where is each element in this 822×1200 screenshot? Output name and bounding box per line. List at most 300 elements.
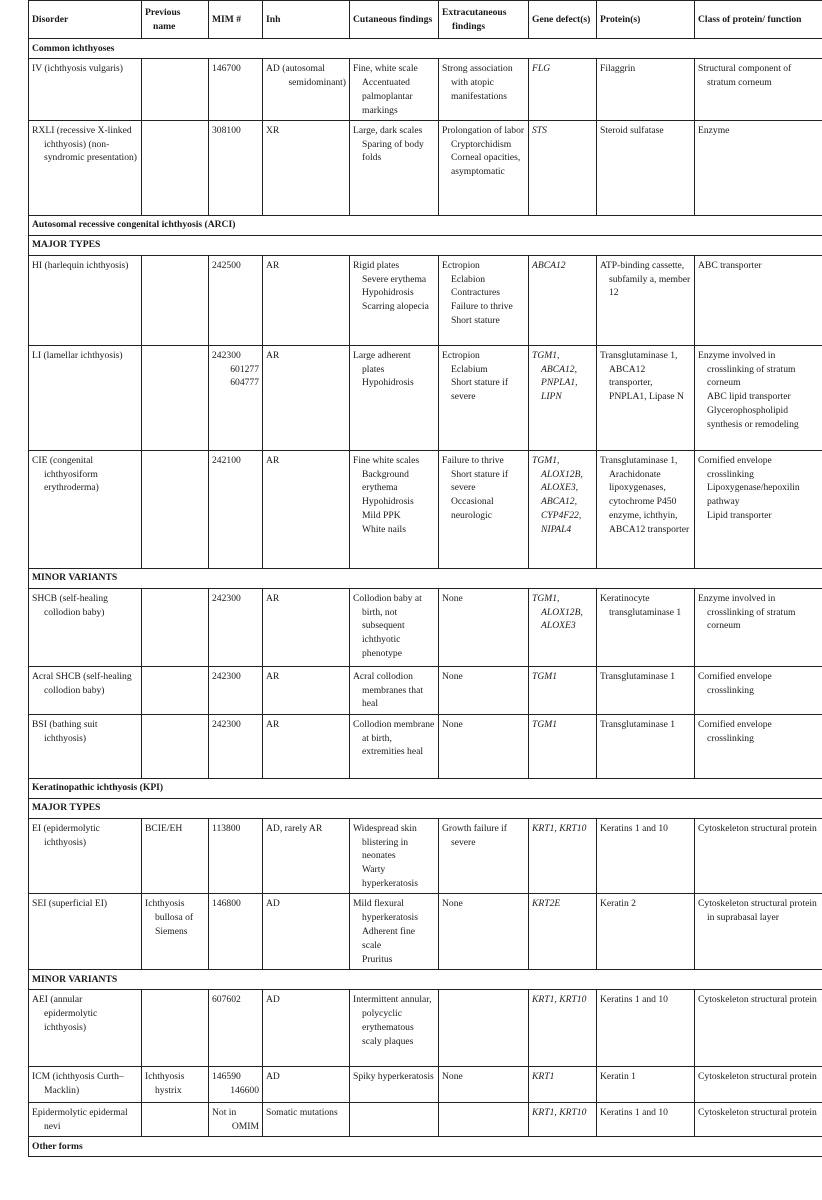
- section-header-kpi: Keratinopathic ichthyosis (KPI): [29, 778, 822, 798]
- inheritance-cell: [263, 1103, 350, 1137]
- cutaneous-findings-line: Widespread skin blistering in neonates: [353, 822, 417, 862]
- disorder-cell: [29, 666, 142, 714]
- mim-line: 146800: [212, 898, 241, 910]
- function-cell: [695, 666, 822, 714]
- mim-line: 113800: [212, 822, 241, 834]
- disorder-cell: [29, 588, 142, 666]
- section-header-arci-minor: MINOR VARIANTS: [29, 568, 822, 588]
- gene-defect-cell: [529, 894, 597, 970]
- disorder-cell: [29, 345, 142, 450]
- previous-name-cell: [142, 1103, 209, 1137]
- disorder-text: LI (lamellar ichthyosis): [32, 349, 123, 361]
- gene-defect-line: KRT1: [532, 1071, 555, 1083]
- protein-line: Transglutaminase 1, ABCA12 transporter, PNPLA1, Lipase N: [600, 349, 684, 403]
- cutaneous-findings-line: Scarring alopecia: [362, 301, 429, 313]
- extracutaneous-findings-cell: [439, 345, 529, 450]
- protein-line: Steroid sulfatase: [600, 124, 664, 136]
- section-header-row: [29, 568, 822, 588]
- function-line: Structural component of stratum corneum: [698, 63, 792, 88]
- header-cutaneous: [350, 1, 439, 39]
- extracutaneous-findings-line: Growth failure if severe: [442, 822, 508, 848]
- disorder-cell: [29, 990, 142, 1067]
- previous-name-cell: [142, 120, 209, 215]
- mim-cell: [209, 345, 263, 450]
- extracutaneous-findings-line: None: [442, 670, 463, 682]
- inheritance-line: AR: [266, 454, 280, 466]
- cutaneous-findings-line: Spiky hyperkeratosis: [353, 1071, 434, 1083]
- protein-line: Keratin 1: [600, 1071, 636, 1083]
- header-extracutaneous-text: Extracutaneous findings: [442, 6, 507, 32]
- disorder-cell: [29, 1067, 142, 1103]
- function-cell: [695, 450, 822, 568]
- previous-name-cell: [142, 714, 209, 778]
- header-cutaneous-text: Cutaneous findings: [353, 13, 433, 25]
- cutaneous-findings-cell: [350, 990, 439, 1067]
- mim-line: 242300: [212, 670, 241, 682]
- gene-defect-cell: [529, 345, 597, 450]
- protein-line: Transglutaminase 1: [600, 670, 676, 682]
- disorder-cell: [29, 714, 142, 778]
- mim-cell: [209, 59, 263, 121]
- gene-defect-line: FLG: [532, 63, 551, 74]
- disorder-text: ICM (ichthyosis Curth–Macklin): [32, 1071, 124, 1097]
- gene-defect-line: KRT1, KRT10: [532, 1107, 587, 1119]
- mim-cell: [209, 1103, 263, 1137]
- mim-cell: [209, 714, 263, 778]
- section-header-arci: Autosomal recessive congenital ichthyosis (ARCI): [29, 215, 822, 235]
- mim-line: 607602: [212, 994, 241, 1006]
- mim-line: 242300: [212, 592, 241, 604]
- cutaneous-findings-line: Collodion membrane at birth, extremities heal: [353, 718, 435, 758]
- gene-defect-line: CYP4F22,: [541, 510, 582, 522]
- gene-defect-line: TGM1,: [532, 349, 560, 361]
- inheritance-line: AR: [266, 592, 280, 604]
- cutaneous-findings-line: Severe erythema: [362, 273, 427, 285]
- inheritance-line: AR: [266, 259, 280, 271]
- extracutaneous-findings-line: Short stature if severe: [451, 377, 509, 403]
- gene-defect-cell: [529, 990, 597, 1067]
- extracutaneous-findings-line: Contractures: [451, 287, 501, 299]
- extracutaneous-findings-line: Eclabium: [451, 363, 488, 375]
- cutaneous-findings-line: Rigid plates: [353, 259, 400, 271]
- cutaneous-findings-cell: [350, 666, 439, 714]
- inheritance-line: XR: [266, 124, 280, 136]
- mim-cell: [209, 255, 263, 345]
- disorder-text: EI (epidermolytic ichthyosis): [32, 822, 100, 848]
- mim-cell: [209, 1067, 263, 1103]
- gene-defect-line: TGM1,: [532, 454, 560, 466]
- cutaneous-findings-line: Large, dark scales: [353, 124, 423, 136]
- table-row: [29, 990, 822, 1067]
- function-cell: [695, 255, 822, 345]
- inheritance-cell: [263, 714, 350, 778]
- function-cell: [695, 120, 822, 215]
- previous-name-cell: [142, 59, 209, 121]
- table-body: [29, 39, 822, 1157]
- protein-cell: [597, 894, 695, 970]
- previous-name-cell: [142, 255, 209, 345]
- gene-defect-line: KRT1, KRT10: [532, 994, 587, 1006]
- cutaneous-findings-line: Warty hyperkeratosis: [362, 864, 418, 890]
- disorder-text: CIE (congenital ichthyosiform erythroderma): [32, 454, 99, 494]
- function-line: ABC transporter: [698, 259, 762, 271]
- mim-line: 308100: [212, 124, 241, 136]
- protein-line: Filaggrin: [600, 63, 636, 74]
- mim-cell: [209, 588, 263, 666]
- gene-defect-cell: [529, 588, 597, 666]
- cutaneous-findings-line: Fine white scales: [353, 454, 420, 466]
- inheritance-cell: [263, 255, 350, 345]
- protein-cell: [597, 255, 695, 345]
- section-header-kpi-minor: MINOR VARIANTS: [29, 970, 822, 990]
- gene-defect-line: ABCA12,: [541, 496, 577, 508]
- protein-cell: [597, 990, 695, 1067]
- extracutaneous-findings-cell: [439, 714, 529, 778]
- section-header-kpi-major: MAJOR TYPES: [29, 798, 822, 818]
- extracutaneous-findings-cell: [439, 894, 529, 970]
- function-cell: [695, 818, 822, 894]
- section-header-row: [29, 1136, 822, 1156]
- mim-line: OMIM: [231, 1121, 259, 1133]
- disorder-text: AEI (annular epidermolytic ichthyosis): [32, 994, 98, 1033]
- extracutaneous-findings-line: None: [442, 1071, 463, 1083]
- inheritance-line: AR: [266, 718, 280, 730]
- table-row: [29, 450, 822, 568]
- gene-defect-line: TGM1,: [532, 592, 560, 604]
- inheritance-line: AD, rarely AR: [266, 822, 323, 834]
- function-line: Lipoxygenase/hepoxilin pathway: [707, 482, 800, 508]
- inheritance-cell: [263, 59, 350, 121]
- extracutaneous-findings-cell: [439, 450, 529, 568]
- gene-defect-cell: [529, 59, 597, 121]
- function-cell: [695, 894, 822, 970]
- ichthyosis-classification-table: [28, 0, 822, 1157]
- function-cell: [695, 588, 822, 666]
- protein-cell: [597, 345, 695, 450]
- gene-defect-line: STS: [532, 124, 547, 136]
- header-disorder: Disorder: [29, 1, 142, 39]
- extracutaneous-findings-cell: [439, 255, 529, 345]
- extracutaneous-findings-cell: [439, 588, 529, 666]
- inheritance-line: AD: [266, 994, 280, 1006]
- disorder-cell: [29, 450, 142, 568]
- previous-name-cell: [142, 1067, 209, 1103]
- mim-line: 146700: [212, 63, 241, 74]
- header-previous-name: [142, 1, 209, 39]
- inheritance-cell: [263, 120, 350, 215]
- cutaneous-findings-cell: [350, 1103, 439, 1137]
- gene-defect-line: ALOXE3,: [541, 482, 579, 494]
- disorder-text: Epidermolytic epidermal nevi: [32, 1107, 128, 1133]
- previous-name-text: Ichthyosis hystrix: [145, 1071, 185, 1097]
- disorder-text: RXLI (recessive X-linked ichthyosis) (non-syndromic presentation): [32, 124, 137, 164]
- disorder-text: BSI (bathing suit ichthyosis): [32, 718, 98, 744]
- disorder-cell: [29, 894, 142, 970]
- extracutaneous-findings-line: Strong association with atopic manifestations: [442, 63, 513, 102]
- gene-defect-line: ABCA12: [532, 259, 566, 271]
- cutaneous-findings-cell: [350, 818, 439, 894]
- extracutaneous-findings-line: None: [442, 592, 463, 604]
- mim-line: 242100: [212, 454, 241, 466]
- mim-cell: [209, 450, 263, 568]
- protein-line: Keratins 1 and 10: [600, 994, 668, 1006]
- disorder-text: IV (ichthyosis vulgaris): [32, 63, 123, 74]
- inheritance-cell: [263, 990, 350, 1067]
- extracutaneous-findings-line: Prolongation of labor: [442, 124, 525, 136]
- function-line: Cornified envelope crosslinking: [698, 454, 772, 480]
- mim-cell: [209, 666, 263, 714]
- previous-name-cell: [142, 894, 209, 970]
- inheritance-cell: [263, 894, 350, 970]
- inheritance-line: AD: [266, 1071, 280, 1083]
- protein-cell: [597, 588, 695, 666]
- gene-defect-cell: [529, 1103, 597, 1137]
- mim-line: 242300: [212, 718, 241, 730]
- disorder-cell: [29, 255, 142, 345]
- section-header-row: [29, 235, 822, 255]
- cutaneous-findings-line: Collodion baby at birth, not subsequent ichthyotic phenotype: [353, 592, 422, 660]
- table-row: [29, 666, 822, 714]
- function-line: Cornified envelope crosslinking: [698, 718, 772, 744]
- table-row: [29, 1103, 822, 1137]
- protein-cell: [597, 1103, 695, 1137]
- header-mim: MIM #: [209, 1, 263, 39]
- function-cell: [695, 990, 822, 1067]
- extracutaneous-findings-line: Failure to thrive: [451, 301, 513, 313]
- previous-name-cell: [142, 588, 209, 666]
- function-cell: [695, 714, 822, 778]
- section-header-row: [29, 39, 822, 59]
- disorder-cell: [29, 59, 142, 121]
- gene-defect-line: LIPN: [541, 391, 562, 403]
- header-function: Class of protein/ function: [695, 1, 822, 39]
- header-gene: [529, 1, 597, 39]
- section-header-row: [29, 778, 822, 798]
- extracutaneous-findings-cell: [439, 120, 529, 215]
- protein-cell: [597, 450, 695, 568]
- extracutaneous-findings-line: Eclabion: [451, 273, 486, 285]
- function-line: Cytoskeleton structural protein: [698, 1071, 817, 1083]
- function-line: Cytoskeleton structural protein: [698, 1107, 817, 1119]
- section-header-arci-major: MAJOR TYPES: [29, 235, 822, 255]
- function-line: Cornified envelope crosslinking: [698, 670, 772, 696]
- protein-line: Transglutaminase 1: [600, 718, 676, 730]
- cutaneous-findings-cell: [350, 894, 439, 970]
- mim-line: 242300: [212, 349, 241, 361]
- extracutaneous-findings-line: Failure to thrive: [442, 454, 504, 466]
- inheritance-line: AD (autosomal: [266, 63, 325, 74]
- disorder-text: Acral SHCB (self-healing collodion baby): [32, 670, 132, 696]
- gene-defect-line: TGM1: [532, 670, 558, 682]
- protein-cell: [597, 1067, 695, 1103]
- cutaneous-findings-line: Acral collodion membranes that heal: [353, 670, 424, 710]
- mim-cell: [209, 818, 263, 894]
- header-protein: Protein(s): [597, 1, 695, 39]
- function-cell: [695, 345, 822, 450]
- disorder-cell: [29, 818, 142, 894]
- previous-name-cell: [142, 666, 209, 714]
- disorder-cell: [29, 120, 142, 215]
- table-row: [29, 894, 822, 970]
- disorder-text: SEI (superficial EI): [32, 898, 108, 910]
- previous-name-cell: [142, 818, 209, 894]
- inheritance-cell: [263, 345, 350, 450]
- table-row: [29, 59, 822, 121]
- function-line: ABC lipid transporter: [707, 391, 791, 403]
- mim-line: Not in: [212, 1107, 237, 1119]
- gene-defect-line: ALOX12B,: [541, 468, 583, 480]
- previous-name-cell: [142, 990, 209, 1067]
- function-line: Glycerophospholipid synthesis or remodeling: [707, 405, 799, 431]
- protein-cell: [597, 120, 695, 215]
- protein-cell: [597, 818, 695, 894]
- extracutaneous-findings-line: Corneal opacities, asymptomatic: [451, 152, 521, 178]
- gene-defect-line: KRT1, KRT10: [532, 822, 587, 834]
- table-row: [29, 120, 822, 215]
- section-header-common: Common ichthyoses: [29, 39, 822, 59]
- cutaneous-findings-line: Adherent fine scale: [362, 925, 416, 951]
- gene-defect-cell: [529, 120, 597, 215]
- extracutaneous-findings-line: None: [442, 898, 463, 910]
- gene-defect-cell: [529, 666, 597, 714]
- previous-name-text: BCIE/EH: [145, 822, 183, 834]
- mim-cell: [209, 894, 263, 970]
- cutaneous-findings-line: Hypohidrosis: [362, 496, 414, 508]
- protein-cell: [597, 666, 695, 714]
- previous-name-cell: [142, 450, 209, 568]
- cutaneous-findings-line: White nails: [362, 524, 406, 536]
- section-header-row: [29, 215, 822, 235]
- cutaneous-findings-line: Large adherent plates: [353, 349, 411, 375]
- gene-defect-cell: [529, 255, 597, 345]
- inheritance-cell: [263, 818, 350, 894]
- protein-line: Keratins 1 and 10: [600, 1107, 668, 1119]
- protein-line: Keratins 1 and 10: [600, 822, 668, 834]
- cutaneous-findings-line: Pruritus: [362, 953, 393, 965]
- mim-cell: [209, 990, 263, 1067]
- extracutaneous-findings-line: Short stature: [451, 315, 500, 327]
- table-row: [29, 818, 822, 894]
- cutaneous-findings-line: Intermittent annular, polycyclic erythematous scaly plaques: [353, 994, 432, 1047]
- function-cell: [695, 1067, 822, 1103]
- cutaneous-findings-line: Mild flexural hyperkeratosis: [353, 898, 418, 924]
- inheritance-cell: [263, 450, 350, 568]
- extracutaneous-findings-cell: [439, 1067, 529, 1103]
- inheritance-line: AR: [266, 349, 280, 361]
- protein-line: ATP-binding cassette, subfamily a, member 12: [600, 259, 691, 299]
- gene-defect-line: ABCA12,: [541, 363, 577, 375]
- mim-line: 604777: [230, 377, 259, 389]
- cutaneous-findings-line: Hypohidrosis: [362, 287, 414, 299]
- gene-defect-cell: [529, 818, 597, 894]
- disorder-text: HI (harlequin ichthyosis): [32, 259, 129, 271]
- inheritance-cell: [263, 1067, 350, 1103]
- extracutaneous-findings-line: Short stature if severe: [451, 468, 509, 494]
- table-row: [29, 1067, 822, 1103]
- inheritance-line: semidominant): [288, 76, 346, 88]
- extracutaneous-findings-line: Ectropion: [442, 349, 480, 361]
- previous-name-text: Ichthyosis bullosa of Siemens: [145, 898, 194, 937]
- cutaneous-findings-cell: [350, 120, 439, 215]
- extracutaneous-findings-line: Cryptorchidism: [451, 138, 512, 150]
- table-row: [29, 588, 822, 666]
- cutaneous-findings-line: Sparing of body folds: [362, 138, 424, 164]
- cutaneous-findings-cell: [350, 345, 439, 450]
- extracutaneous-findings-cell: [439, 990, 529, 1067]
- gene-defect-cell: [529, 714, 597, 778]
- gene-defect-cell: [529, 450, 597, 568]
- gene-defect-line: PNPLA1,: [541, 377, 578, 389]
- mim-line: 242500: [212, 259, 241, 271]
- gene-defect-line: TGM1: [532, 718, 558, 730]
- extracutaneous-findings-cell: [439, 59, 529, 121]
- table-row: [29, 714, 822, 778]
- cutaneous-findings-line: Hypohidrosis: [362, 377, 414, 389]
- header-row: [29, 1, 822, 39]
- disorder-text: SHCB (self-healing collodion baby): [32, 592, 108, 618]
- table-row: [29, 255, 822, 345]
- section-header-row: [29, 798, 822, 818]
- function-line: Cytoskeleton structural protein in suprabasal layer: [698, 898, 817, 924]
- header-extracutaneous: [439, 1, 529, 39]
- mim-cell: [209, 120, 263, 215]
- disorder-cell: [29, 1103, 142, 1137]
- header-gene-text: Gene defect(s): [532, 13, 591, 25]
- mim-line: 146600: [230, 1085, 259, 1097]
- gene-defect-line: NIPAL4: [541, 524, 572, 536]
- cutaneous-findings-cell: [350, 588, 439, 666]
- gene-defect-line: KRT2E: [532, 898, 561, 910]
- previous-name-cell: [142, 345, 209, 450]
- function-line: Cytoskeleton structural protein: [698, 994, 817, 1006]
- extracutaneous-findings-cell: [439, 818, 529, 894]
- table-row: [29, 345, 822, 450]
- section-header-other: Other forms: [29, 1136, 822, 1156]
- protein-line: Keratinocyte transglutaminase 1: [600, 592, 682, 618]
- inheritance-line: AR: [266, 670, 280, 682]
- function-cell: [695, 59, 822, 121]
- gene-defect-cell: [529, 1067, 597, 1103]
- function-line: Lipid transporter: [707, 510, 772, 522]
- function-line: Enzyme: [698, 124, 730, 136]
- gene-defect-line: ALOXE3: [541, 620, 576, 632]
- inheritance-line: AD: [266, 898, 280, 910]
- extracutaneous-findings-cell: [439, 666, 529, 714]
- inheritance-cell: [263, 666, 350, 714]
- function-line: Enzyme involved in crosslinking of stratum corneum: [698, 592, 796, 632]
- protein-cell: [597, 59, 695, 121]
- header-previous-name-text: Previous name: [145, 6, 181, 32]
- cutaneous-findings-cell: [350, 59, 439, 121]
- function-cell: [695, 1103, 822, 1137]
- header-inh: Inh: [263, 1, 350, 39]
- protein-cell: [597, 714, 695, 778]
- extracutaneous-findings-line: None: [442, 718, 463, 730]
- cutaneous-findings-cell: [350, 714, 439, 778]
- cutaneous-findings-line: Fine, white scale: [353, 63, 418, 74]
- function-line: Enzyme involved in crosslinking of stratum corneum: [698, 349, 796, 389]
- mim-line: 146590: [212, 1071, 241, 1083]
- function-line: Cytoskeleton structural protein: [698, 822, 817, 834]
- mim-line: 601277: [230, 363, 259, 375]
- extracutaneous-findings-line: Ectropion: [442, 259, 480, 271]
- cutaneous-findings-cell: [350, 450, 439, 568]
- cutaneous-findings-cell: [350, 1067, 439, 1103]
- cutaneous-findings-line: Accentuated palmoplantar markings: [362, 76, 413, 116]
- inheritance-line: Somatic mutations: [266, 1107, 338, 1119]
- cutaneous-findings-cell: [350, 255, 439, 345]
- section-header-row: [29, 970, 822, 990]
